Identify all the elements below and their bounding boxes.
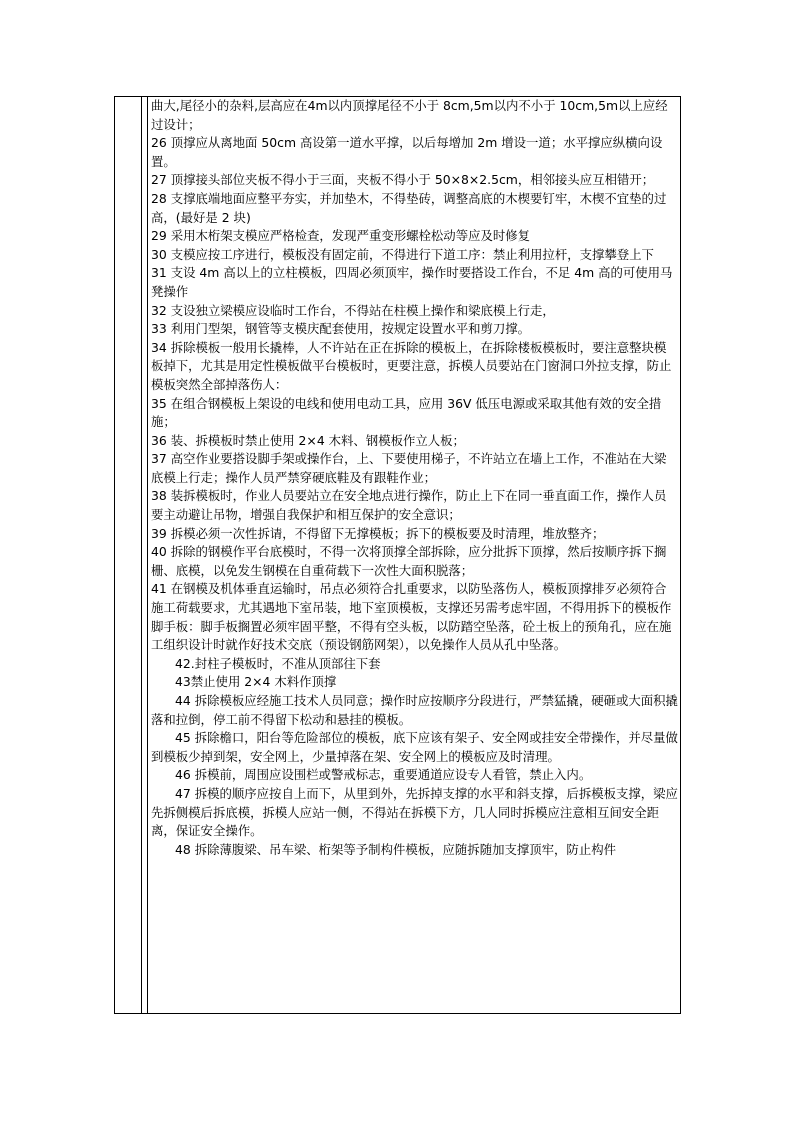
paragraph: 41 在钢模及机体垂直运输时，吊点必须符合扎重要求，以防坠落伤人，模板顶撑排歹必须符合施工荷载要求，尤其遇地下室吊装，地下室顶模板，支撑还另需考虑牢固，不得用拆下的模板作脚手板：脚手板搁置必须牢固平整，不得有空头板，以防踏空坠落，砼土板上的预角孔，应在施工组织设计时就作好技术交底（预设钢筋网架），以免操作人员从孔中坠落。 — [151, 581, 672, 653]
paragraph: 34 拆除模板一般用长撬棒，人不许站在正在拆除的模板上，在拆除楼板模板时，要注意整块模板掉下，尤其是用定性模板做平台模板时，更要注意，拆模人员要站在门窗洞口外拉支撑，防止模板突然全部掉落伤人： — [151, 339, 672, 392]
paragraph: 36 装、拆模板时禁止使用 2×4 木料、钢模板作立人板； — [151, 432, 465, 448]
paragraph: 28 支撑底端地面应整平夯实，并加垫木，不得垫砖，调整高底的木楔要钉牢，木楔不宜垫的过高，(最好是 2 块) — [151, 190, 667, 225]
paragraph: 37 高空作业要搭设脚手架或操作台，上、下要使用梯子，不许站立在墙上工作，不准站在大梁底模上行走；操作人员严禁穿硬底鞋及有跟鞋作业； — [151, 451, 667, 485]
paragraph: 45 拆除檐口，阳台等危险部位的模板，底下应该有架子、安全网或挂安全带操作，并尽量做到模板少掉到架，安全网上，少量掉落在架、安全网上的模板应及时清理。 — [151, 730, 678, 764]
paragraph: 42.封柱子模板时，不准从顶部往下套 — [175, 655, 381, 671]
column-divider — [141, 96, 142, 1014]
paragraph: 40 拆除的钢模作平台底模时，不得一次将顶撑全部拆除，应分批拆下顶撑，然后按顺序拆下搁栅、底模，以免发生钢模在自重荷载下一次性大面积脱落； — [151, 544, 667, 578]
paragraph: 35 在组合钢模板上架设的电线和使用电动工具，应用 36V 低压电源或采取其他有效的安全措施； — [151, 395, 662, 430]
paragraph: 43禁止使用 2×4 木料作顶撑 — [175, 674, 337, 690]
paragraph: 33 利用门型架，钢管等支模庆配套使用，按规定设置水平和剪刀撑。 — [151, 321, 531, 337]
paragraph: 44 拆除模板应经施工技术人员同意；操作时应按顺序分段进行，严禁猛撬，硬砸或大面积撬落和拉倒，停工前不得留下松动和悬挂的模板。 — [151, 693, 678, 727]
paragraph: 46 拆模前，周围应设围栏或警戒标志，重要通道应设专人看管，禁止入内。 — [175, 767, 592, 783]
content-cell — [151, 97, 678, 859]
paragraph: 48 拆除薄腹梁、吊车梁、桁架等予制构件模板，应随拆随加支撑顶牢，防止构件 — [175, 841, 616, 857]
paragraph: 29 采用木桁架支模应严格检查，发现严重变形螺栓松动等应及时修复 — [151, 228, 531, 244]
paragraph: 27 顶撑接头部位夹板不得小于三面，夹板不得小于 50×8×2.5cm，相邻接头应互相错开； — [151, 172, 655, 188]
paragraph: 39 拆模必须一次性拆请，不得留下无撑模板；拆下的模板要及时清理，堆放整齐； — [151, 525, 605, 541]
paragraph: 47 拆模的顺序应按自上而下，从里到外，先拆掉支撑的水平和斜支撑，后拆模板支撑，梁应先拆侧模后拆底模，拆模人应站一侧，不得站在拆模下方，几人同时拆模应注意相互间安全距离，保证安全操作。 — [151, 785, 678, 839]
paragraph: 32 支设独立梁模应设临时工作台，不得站在柱模上操作和梁底模上行走， — [151, 302, 555, 318]
paragraph: 曲大,尾径小的杂料,层高应在4m以内顶撑尾径不小于 8cm,5m以内不小于 10cm,5m以上应经过设计； — [151, 98, 668, 132]
paragraph: 38 装拆模板时，作业人员要站立在安全地点进行操作，防止上下在同一垂直面工作，操作人员要主动避让吊物，增强自我保护和相互保护的安全意识； — [151, 488, 667, 523]
paragraph: 26 顶撑应从离地面 50cm 高设第一道水平撑，以后每增加 2m 增设一道；水平撑应纵横向设置。 — [151, 135, 663, 169]
paragraph: 30 支模应按工序进行，模板没有固定前，不得进行下道工序：禁止利用拉杆，支撑攀登上下 — [151, 246, 654, 262]
column-divider — [147, 96, 148, 1014]
paragraph: 31 支设 4m 高以上的立柱模板，四周必须顶牢，操作时要搭设工作台，不足 4m 高的可使用马凳操作 — [151, 265, 673, 299]
